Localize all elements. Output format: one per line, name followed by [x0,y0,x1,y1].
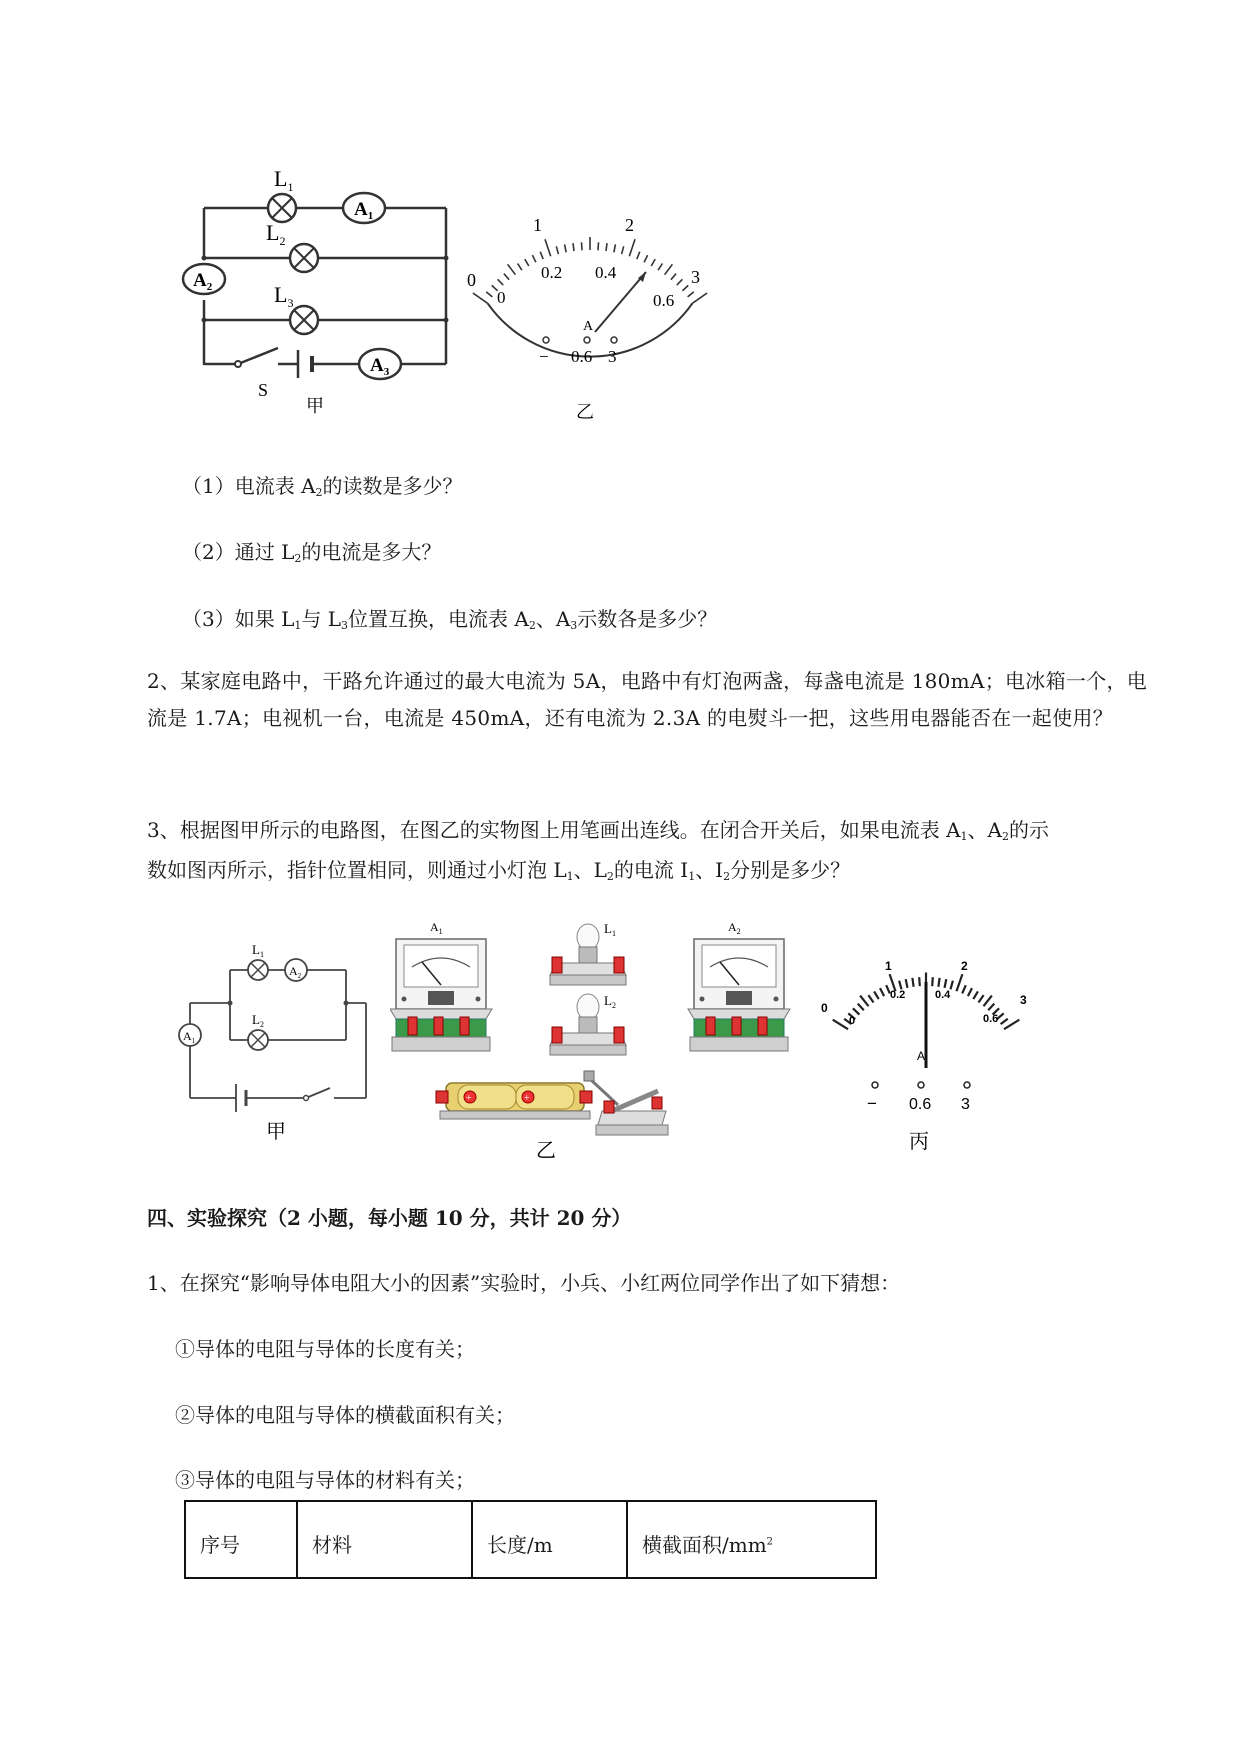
dial-tick [637,252,640,259]
label-bulb-l1: $L_1$ [604,921,616,938]
small-scale-0: 0 [497,288,506,307]
dial-tick [565,244,567,252]
question-3-line-1: 3、根据图甲所示的电路图，在图乙的实物图上用笔画出连线。在闭合开关后，如果电流表 $A_1$、$A_2$的示 [147,818,1049,843]
dial-tick [498,279,504,285]
lamp-l1-icon [248,960,268,980]
label-l1: $L_1$ [274,166,294,194]
dial-tick [932,977,933,986]
lamp-l2-icon [248,1030,268,1050]
dial-tick [874,991,879,999]
th-index: 序号 [185,1501,297,1578]
dial-tick [614,244,616,252]
q1-sub-2: （2）通过 $L_2$的电流是多大？ [182,540,442,565]
dial-unit-a: A [583,319,594,334]
dial-unit-a: A [917,1049,926,1063]
dial-tick [651,259,655,266]
ammeter-a2-device [688,939,790,1051]
dial-tick [486,292,492,297]
exp1-intro: 1、在探究“影响导体电阻大小的因素”实验时，小兵、小红两位同学作出了如下猜想： [147,1271,901,1295]
dial-tick [582,242,583,250]
big-scale-1: 1 [885,959,892,973]
exp1-guess-3: ③导体的电阻与导体的材料有关； [175,1468,475,1492]
terminal-06: 0.6 [571,347,593,366]
dial-tick [598,242,599,250]
label-l2: $L_2$ [252,1012,264,1029]
knife-switch-icon [584,1071,668,1135]
label-meter-a2: $A_2$ [728,920,741,936]
small-scale-02: 0.2 [541,263,563,282]
dial-tick [658,264,662,271]
svg-text:+: + [524,1093,530,1104]
dial-tick [629,239,635,256]
ammeter-a1-device [390,939,492,1051]
big-scale-0: 0 [467,270,476,290]
terminal-3: 3 [608,347,617,366]
dial-tick [525,259,529,266]
label-bulb-l2: $L_2$ [604,993,616,1010]
label-a3: $A_3$ [370,355,390,378]
small-scale-06: 0.6 [983,1013,999,1025]
exp1-guess-2: ②导体的电阻与导体的横截面积有关； [175,1403,515,1427]
dial-tick [919,977,920,986]
caption-yi-bottom: 乙 [536,1140,556,1162]
label-l3: $L_3$ [274,282,294,310]
label-a1: $A_1$ [183,1029,196,1045]
dial-tick [860,996,868,1007]
label-a2: $A_2$ [289,964,302,980]
figure-top-yi-dial [450,200,720,425]
dial-tick [504,274,509,280]
dial-tick [473,293,488,303]
dial-tick [682,285,688,290]
terminal-06: 0.6 [909,1096,932,1113]
big-scale-2: 2 [625,215,634,235]
dial-tick [880,988,884,996]
big-scale-3: 3 [1020,993,1027,1007]
dial-tick [945,979,947,988]
figure-top-jia-circuit [170,160,470,420]
table-header-row [185,1501,876,1578]
small-scale-04: 0.4 [595,263,617,282]
dial-tick [644,255,648,262]
dial-tick [951,981,953,990]
caption-bing: 丙 [909,1131,929,1153]
small-scale-06: 0.6 [653,291,675,310]
dial-tick [508,264,516,274]
figure-bottom-bing-dial [815,950,1055,1170]
th-material: 材料 [297,1501,472,1578]
lamp-l1-icon [268,194,296,222]
big-scale-1: 1 [533,215,542,235]
label-l2: $L_2$ [266,220,286,248]
small-scale-0: 0 [849,1015,856,1027]
dial-tick [692,293,707,303]
question-3-line-2: 数如图丙所示，指针位置相同，则通过小灯泡 $L_1$、$L_2$的电流 $I_1$、$I_2$分别是多少？ [147,858,851,883]
label-meter-a1: $A_1$ [430,920,443,936]
dial-tick [622,246,624,254]
dial-tick [532,255,536,262]
dial-tick [957,974,963,991]
dial-tick [968,988,972,996]
terminal-negative: − [539,347,549,366]
battery-holder-icon [436,1083,592,1119]
dial-tick [979,995,984,1002]
dial-tick [938,978,939,987]
small-scale-02: 0.2 [890,989,906,1001]
dial-tick [688,292,694,297]
th-cross-section: 横截面积$/mm^2$ [627,1501,876,1578]
label-a1: $A_1$ [354,199,374,222]
dial-tick [868,995,873,1002]
big-scale-0: 0 [821,1001,828,1015]
dial-tick [906,979,908,988]
dial-tick [556,246,558,254]
dial-tick [677,279,683,285]
caption-yi-top: 乙 [576,402,594,422]
experiment-data-table [184,1500,877,1579]
dial-tick [545,239,551,256]
lamp-l3-icon [290,306,318,334]
svg-text:+: + [466,1093,472,1104]
dial-tick [912,978,913,987]
dial-tick [973,991,978,999]
label-l1: $L_1$ [252,942,264,959]
terminal-3: 3 [961,1096,970,1113]
small-scale-04: 0.4 [935,989,951,1001]
dial-tick [962,985,966,993]
caption-jia-top: 甲 [306,396,324,416]
dial-tick [984,996,992,1007]
figure-bottom-jia-circuit [170,930,380,1150]
big-scale-3: 3 [691,267,700,287]
dial-tick [573,243,574,251]
q1-sub-3: （3）如果 $L_1$与 $L_3$位置互换，电流表 $A_2$、$A_3$示数各是多少？ [182,607,718,632]
figure-bottom-yi-apparatus [390,915,810,1165]
dial-tick [518,264,522,271]
dial-tick [540,252,543,259]
dial-tick [853,1008,860,1014]
lamp-l2-icon [290,244,318,272]
q1-sub-1: （1）电流表 $A_2$的读数是多少？ [182,474,463,499]
dial-tick [899,981,901,990]
label-switch-s: S [258,380,269,400]
section-4-heading: 四、实验探究（2 小题，每小题 10 分，共计 20 分） [147,1206,632,1230]
terminal-negative: − [867,1094,877,1113]
dial-tick [606,243,607,251]
dial-tick [988,1004,994,1011]
label-a2: $A_2$ [193,270,213,293]
dial-tick [858,1004,864,1011]
caption-jia-bottom: 甲 [266,1121,286,1143]
th-length: 长度/m [472,1501,627,1578]
exp1-guess-1: ①导体的电阻与导体的长度有关； [175,1337,475,1361]
big-scale-2: 2 [961,959,968,973]
dial-tick [1001,1019,1008,1024]
dial-tick [665,264,673,274]
dial-tick [671,274,676,280]
question-2: 2、某家庭电路中，干路允许通过的最大电流为 5A，电路中有灯泡两盏，每盏电流是 180mA；电冰箱一个，电流是 1.7A；电视机一台，电流是 450mA，还有电流为 2.3A 的电熨斗一把，这些用电器能否在一起使用？ [147,669,1148,730]
